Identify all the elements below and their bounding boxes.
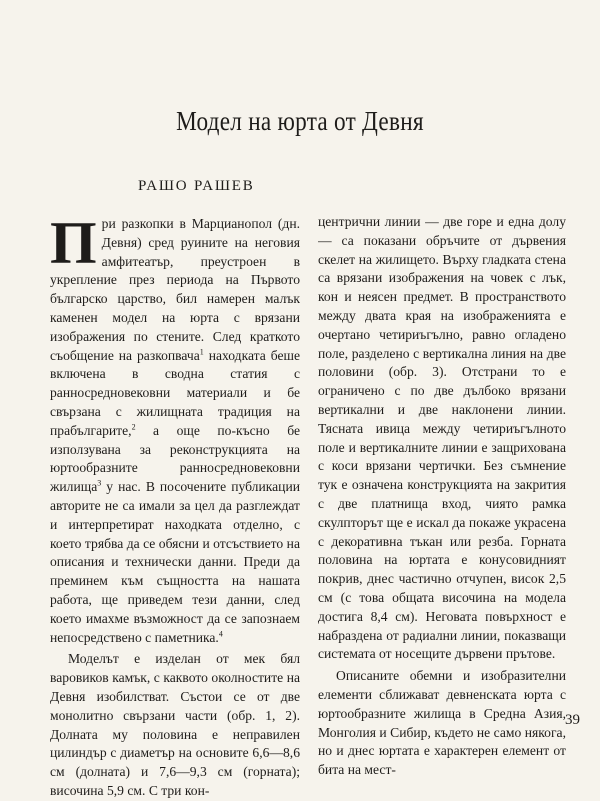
author-name: РАШО РАШЕВ [138, 178, 255, 194]
footnote-ref: 3 [97, 478, 102, 488]
page-number: 39 [565, 712, 580, 728]
text-column-right [318, 213, 566, 780]
footnote-ref: 2 [131, 422, 136, 432]
paragraph: При разкопки в Марцианопол (дн. Девня) сред руините на неговия амфитеатър, преустроен в укрепление през периода на Първото българско царство, бил намерен малък каменен модел на юрта с врязани изображения по стените. След краткото съобщение на разкопвача$^1$ находката беше включена в сводна статия с ранносредновековни материали и бе свързана с жилищната традиция на прабългарите,$^2$ а още по-късно бе използувана за реконструкцията на юртообразните ранносредновековни жилища$^3$ у нас. В посочените публикации авторите не са имали за цел да разглеждат и интерпретират находката отделно, с което трябва да се обясни и отсъствието на описания и технически данни. Преди да преминем към същността на нашата работа, ще приведем тези данни, след което имахме възможност да се запознаем непосредствено с паметника.$^4$ [50, 215, 300, 645]
paragraph: центрични линии — две горе и една долу — са показани обръчите от дървения скелет на жилището. Върху гладката стена са врязани изображения на човек с лък, кон и неясен предмет. В пространството между двата края на изображенията е очертано четириъгълно, равно огладено поле, разделено с вертикална линия на две половини (обр. 3). Отстрани то е ограничено с по две дълбоко врязани вертикални и две наклонени линии. Тясната ивица между четириъгълното поле и вертикалните линии е защрихована с коси врязани чертички. Без съмнение тук е означена конструкцията на закрития с две платнища вход, чиято рамка скулпторът ще е искал да покаже украсена с декоративна тъкан или резба. Горната половина на юртата е конусовидният покрив, днес частично отчупен, висок 2,5 см (с това общата височина на модела достига 8,4 см). Неговата повърхност е набраздена от радиални линии, показващи системата от носещите дървени прътове. [318, 214, 566, 662]
article-title: Модел на юрта от Девня [176, 106, 424, 136]
paragraph: Описаните обемни и изобразителни елементи сближават девненската юрта с юртообразните жилища в Средна Азия, Монголия и Сибир, където не само някога, но и днес юртата е характерен елемент от бита на мест- [318, 668, 566, 778]
drop-cap: П [50, 215, 97, 276]
footnote-ref: 1 [199, 347, 204, 357]
paragraph: Моделът е изделан от мек бял варовиков камък, с каквото околностите на Девня изобилстват. Състои се от две монолитно свързани части (обр. 1, 2). Долната му половина е неправилен цилиндър с диаметър на основите 6,6—8,6 см (долната) и 7,6—9,3 см (горната); височина 5,9 см. С три кон- [50, 651, 300, 798]
text-column-left [50, 215, 300, 801]
footnote-ref: 4 [218, 629, 223, 638]
